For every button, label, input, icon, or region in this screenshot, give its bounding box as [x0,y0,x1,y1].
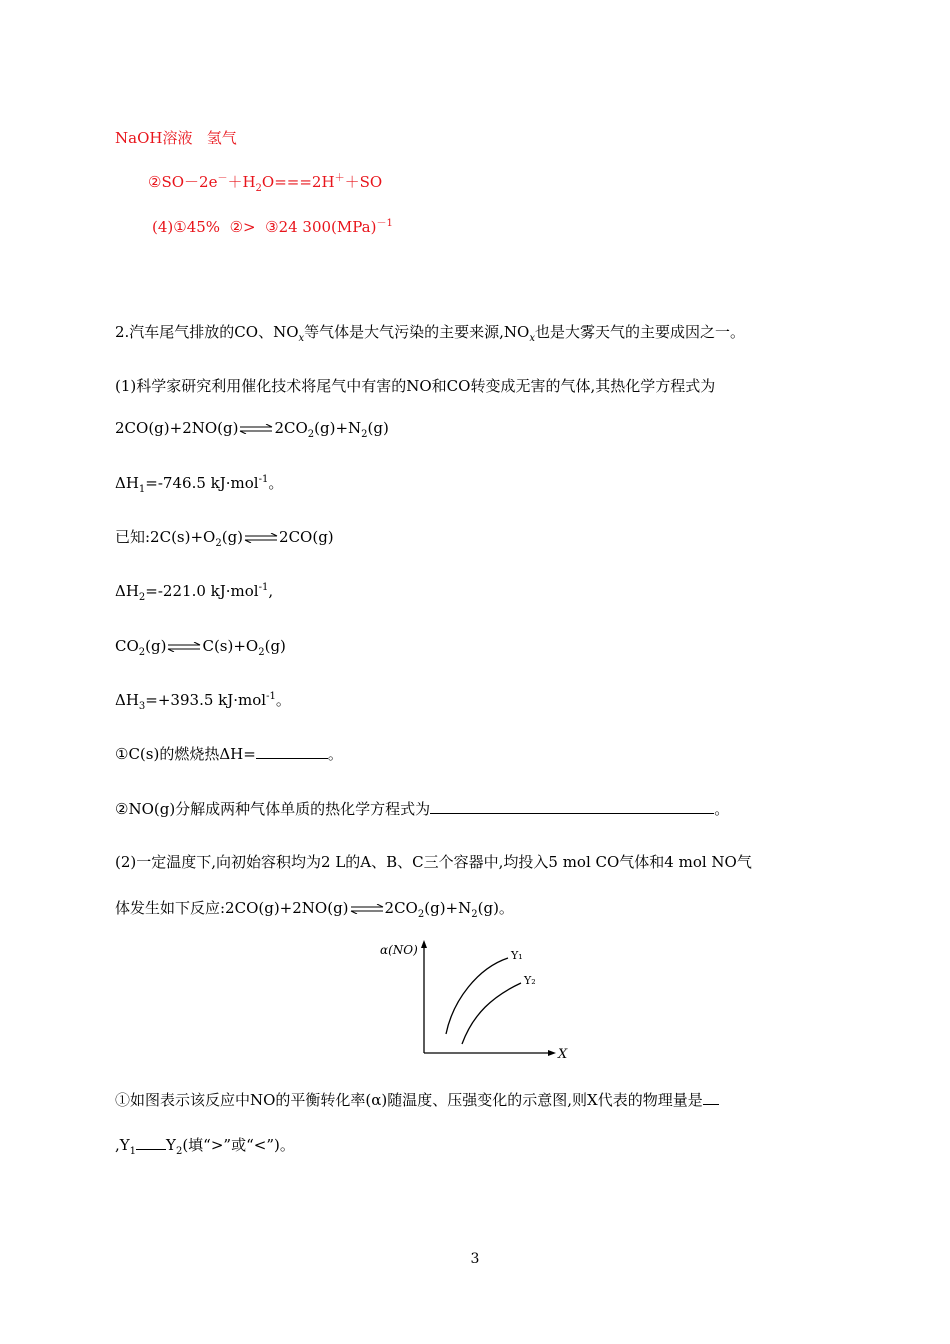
answer-line-2: $②SO-2e^-+H_2O===2H^++SO$ [148,173,383,194]
y-axis-arrow-icon [421,940,427,948]
equilibrium-arrow-icon [349,904,385,914]
delta-h2: $\Delta H_2=-221.0$ kJ·mol$^{-1}$, [115,582,274,603]
x-axis-arrow-icon [548,1050,556,1056]
equation-3: $CO_2(g)$ $C(s)+O_2(g)$ [115,637,286,658]
part2-line-2: 体发生如下反应:2CO(g)+2NO(g) $2CO_2(g)+N_2(g)$。 [115,899,514,920]
y-axis-label: α(NO) [380,943,418,957]
curve-y1-label: Y₁ [511,949,523,962]
x-axis-label: X [558,1047,568,1062]
answer-blank[interactable] [136,1135,166,1150]
answer-blank[interactable] [703,1090,719,1105]
answer-line-1: NaOH溶液 氢气 [115,129,237,147]
equation-1: 2CO(g)+2NO(g) $2CO_2(g)+N_2(g)$ [115,419,389,440]
page-number: 3 [470,1251,480,1267]
equilibrium-arrow-icon [243,533,279,543]
conversion-diagram [378,938,578,1064]
question-1b: ②NO(g)分解成两种气体单质的热化学方程式为 。 [115,800,730,818]
answer-blank[interactable] [430,799,714,814]
answer-blank[interactable] [256,744,328,759]
equilibrium-arrow-icon [166,642,202,652]
question-2b: $,Y_1$ $Y_2$(填“>”或“<”)。 [115,1136,295,1157]
part1-intro: (1)科学家研究利用催化技术将尾气中有害的NO和CO转变成无害的气体,其热化学方程式为 [115,377,716,395]
question-2a: ①如图表示该反应中NO的平衡转化率(α)随温度、压强变化的示意图,则X代表的物理量是 [115,1090,719,1110]
question-title: 2.汽车尾气排放的CO、$NO_x$等气体是大气污染的主要来源$,NO_x$也是大雾天气的主要成因之一。 [115,323,746,344]
curve-y2-label: Y₂ [524,974,536,987]
answer-line-3: (4)①45% ②> ③24 300(MPa)$^{-1}$ [152,218,393,236]
known-equation: 已知$:2C(s)+O_2(g)$ 2CO(g) [115,528,334,549]
question-1a: ①C(s)的燃烧热ΔH= 。 [115,745,343,763]
part2-line-1: (2)一定温度下,向初始容积均为2 L的A、B、C三个容器中,均投入5 mol CO气体和4 mol NO气 [115,853,752,871]
delta-h1: $\Delta H_1=-746.5$ kJ·mol$^{-1}$。 [115,474,284,495]
curve-y2 [462,983,521,1044]
equilibrium-arrow-icon [238,424,274,434]
delta-h3: $\Delta H_3=+393.5$ kJ·mol$^{-1}$。 [115,691,291,712]
